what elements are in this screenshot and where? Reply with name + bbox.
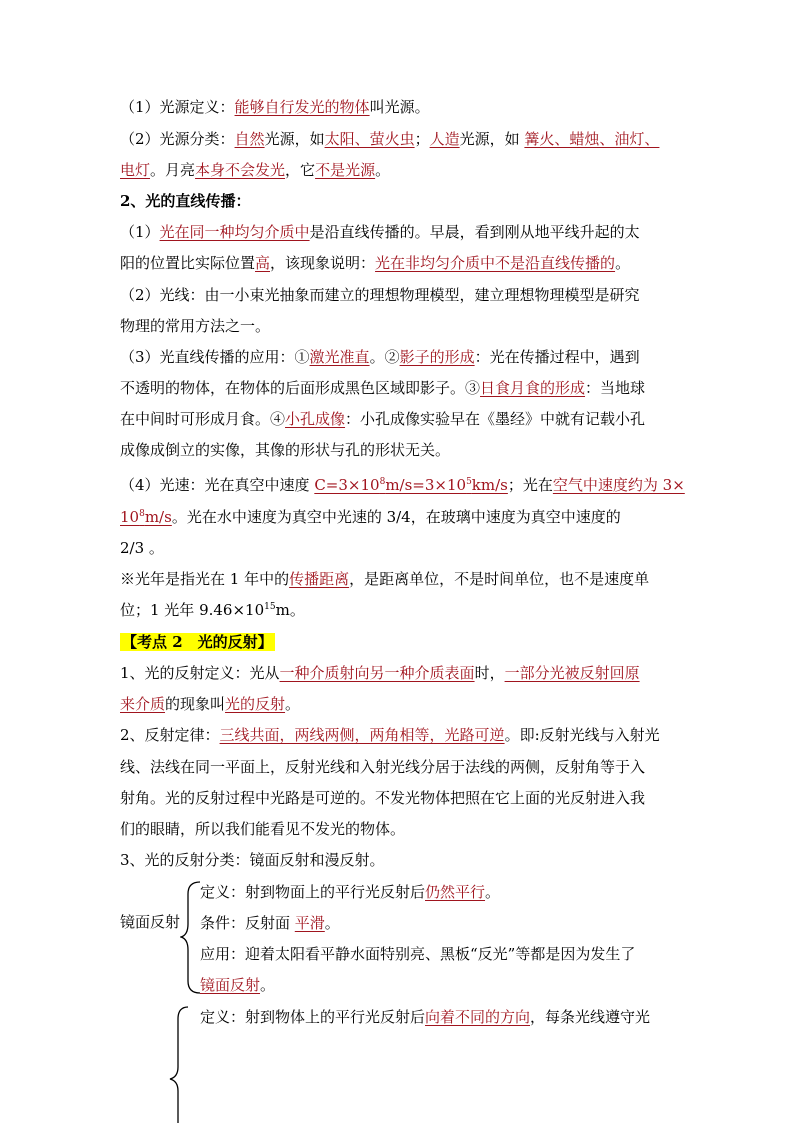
light-ray-model: （2）光线：由一小束光抽象而建立的理想物理模型，建立理想物理模型是研究 — [120, 286, 640, 304]
section-heading-linear-propagation: 2、光的直线传播： — [120, 192, 251, 210]
mirror-condition: 条件：反射面 平滑。 — [200, 914, 340, 932]
reflection-law-cont-3: 们的眼睛，所以我们能看见不发光的物体。 — [120, 820, 406, 838]
reflection-definition-cont: 来介质的现象叫光的反射。 — [120, 695, 301, 713]
mirror-application-cont: 镜面反射。 — [200, 976, 276, 994]
linear-propagation-1: （1）光在同一种均匀介质中是沿直线传播的。早晨，看到刚从地平线升起的太 — [120, 223, 640, 241]
mirror-application: 应用：迎着太阳看平静水面特别亮、黑板“反光”等都是因为发生了 — [200, 945, 636, 963]
mirror-reflection-label: 镜面反射 — [120, 913, 181, 931]
light-source-classification-cont: 电灯。月亮本身不会发光，它不是光源。 — [120, 161, 391, 179]
light-source-classification: （2）光源分类：自然光源，如太阳、萤火虫；人造光源，如 篝火、蜡烛、油灯、 — [120, 130, 660, 148]
light-year-note-cont: 位；1 光年 $9.46\times 10^{15}m$。 — [120, 601, 305, 619]
light-ray-model-cont: 物理的常用方法之一。 — [120, 317, 271, 335]
linear-propagation-1-cont: 阳的位置比实际位置高，该现象说明：光在非均匀介质中不是沿直线传播的。 — [120, 254, 631, 272]
diffuse-brace — [168, 1005, 190, 1123]
light-year-note: ※光年是指光在 1 年中的传播距离，是距离单位，不是时间单位，也不是速度单 — [120, 570, 650, 588]
linear-applications-4: 成像成倒立的实像，其像的形状与孔的形状无关。 — [120, 441, 451, 459]
reflection-types: 3、光的反射分类：镜面反射和漫反射。 — [120, 851, 385, 869]
mirror-definition: 定义：射到物面上的平行光反射后仍然平行。 — [200, 883, 501, 901]
mirror-brace — [180, 880, 202, 995]
light-source-definition: （1）光源定义：能够自行发光的物体叫光源。 — [120, 98, 430, 116]
reflection-law-cont-1: 线、法线在同一平面上，反射光线和入射光线分居于法线的两侧，反射角等于入 — [120, 758, 646, 776]
reflection-law-cont-2: 射角。光的反射过程中光路是可逆的。不发光物体把照在它上面的光反射进入我 — [120, 789, 646, 807]
linear-applications-2: 不透明的物体，在物体的后面形成黑色区域即影子。③日食月食的形成：当地球 — [120, 379, 646, 397]
diffuse-definition: 定义：射到物体上的平行光反射后向着不同的方向，每条光线遵守光 — [200, 1008, 651, 1026]
light-speed: （4）光速：光在真空中速度 $C=3\times 10^8m/s=3\times 10^5km/s$；光在空气中速度约为 3× — [120, 476, 685, 494]
reflection-law: 2、反射定律：三线共面，两线两侧，两角相等，光路可逆。即:反射光线与入射光 — [120, 726, 660, 744]
light-speed-cont: $10^8m/s$。光在水中速度为真空中光速的 3/4，在玻璃中速度为真空中速度的 — [120, 508, 621, 526]
reflection-definition: 1、光的反射定义：光从一种介质射向另一种介质表面时，一部分光被反射回原 — [120, 664, 640, 682]
linear-applications-3: 在中间时可形成月食。④小孔成像：小孔成像实验早在《墨经》中就有记载小孔 — [120, 410, 646, 428]
linear-applications: （3）光直线传播的应用：①激光准直。②影子的形成：光在传播过程中，遇到 — [120, 348, 640, 366]
section-heading-reflection: 【考点 2 光的反射】 — [122, 633, 273, 651]
light-speed-cont-2: 2/3 。 — [120, 539, 164, 557]
